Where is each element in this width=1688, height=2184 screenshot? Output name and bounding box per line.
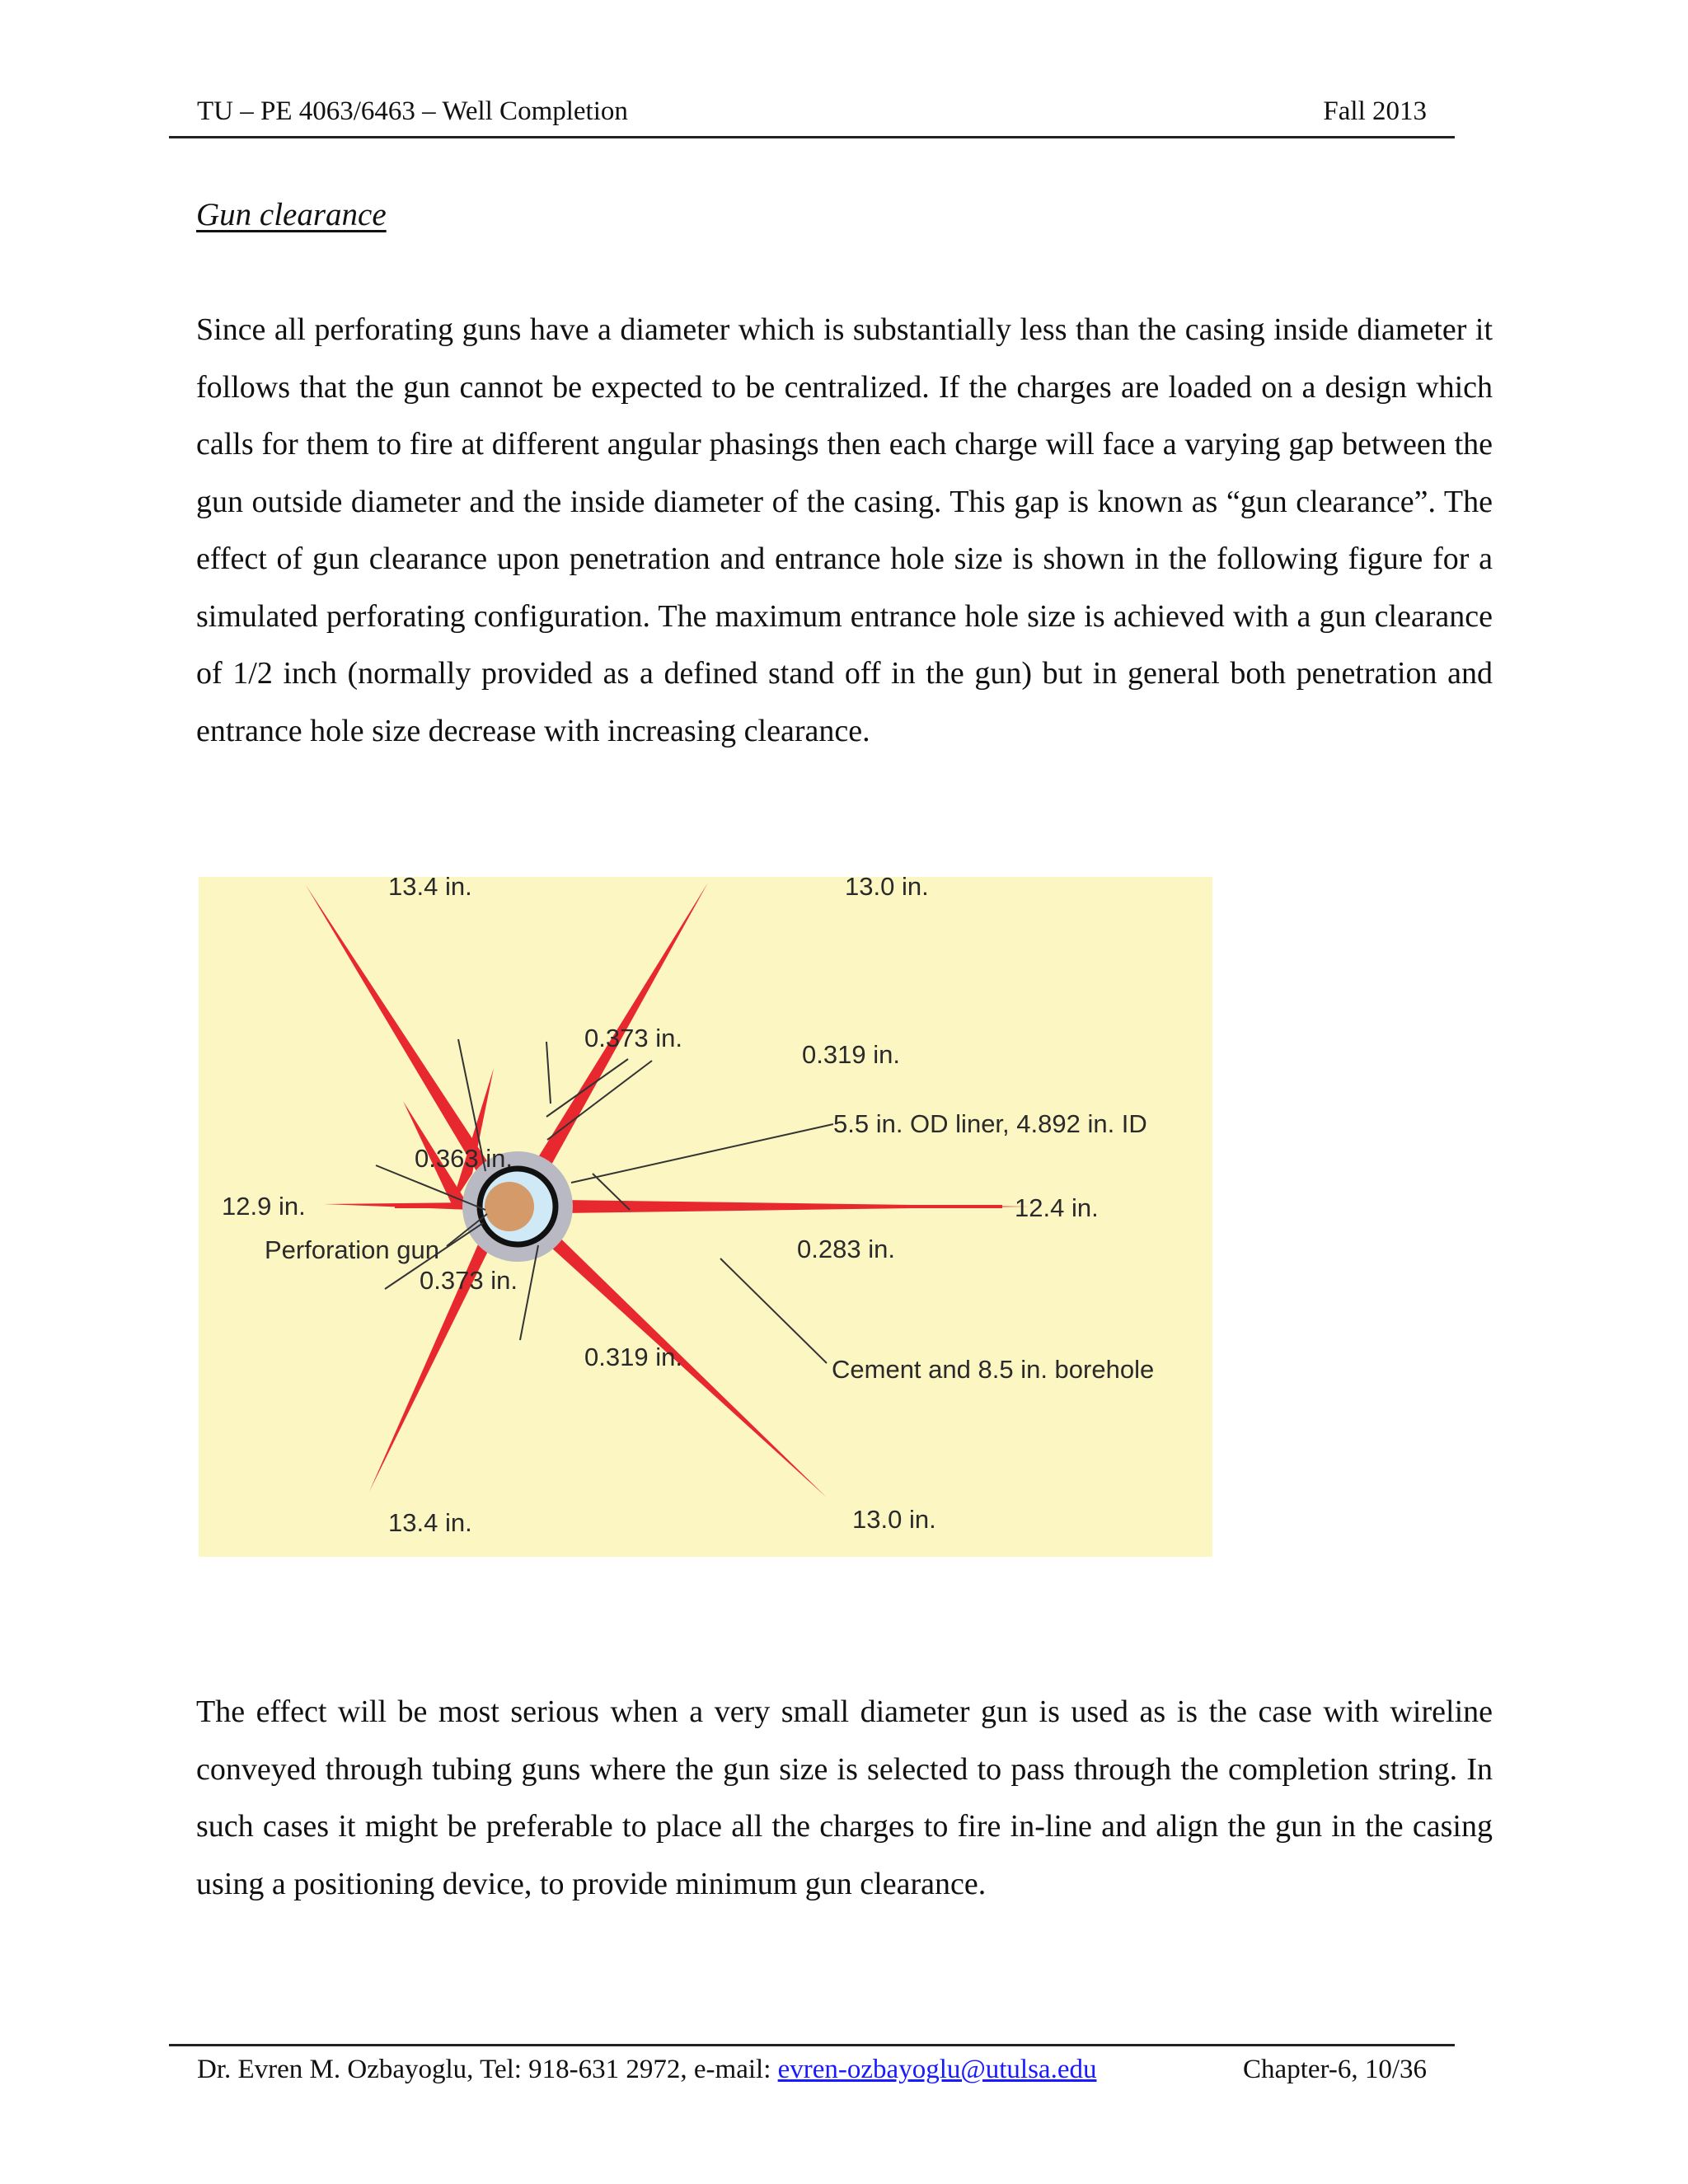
penetration-label-upper-right: 13.0 in. [845, 877, 929, 901]
liner-label: 5.5 in. OD liner, 4.892 in. ID [833, 1109, 1147, 1138]
penetration-label-left: 12.9 in. [222, 1192, 306, 1221]
clearance-label-left-upper: 0.363 in. [415, 1144, 513, 1173]
penetration-label-lower-left: 13.4 in. [388, 1508, 472, 1537]
page-header [169, 95, 1455, 138]
page-footer [169, 2044, 1455, 2084]
penetration-label-right: 12.4 in. [1015, 1193, 1099, 1222]
clearance-label-top-right: 0.319 in. [802, 1040, 900, 1069]
section-title: Gun clearance [196, 197, 387, 232]
clearance-label-top-left: 0.373 in. [584, 1024, 682, 1052]
term: Fall 2013 [1323, 96, 1427, 126]
perforation-tunnel-upper-left [306, 885, 495, 1183]
paragraph-1: Since all perforating guns have a diameter which is substantially less than the casing inside diameter it follows that the gun cannot be expected to be centralized. If the charges are loaded on a design which calls for them to fire at different angular phasings then each charge will face a varying gap between the gun outside diameter and the inside diameter of the casing. This gap is known as “gun clearance”. The effect of gun clearance upon penetration and entrance hole size is shown in the following figure for a simulated perforating configuration. The maximum entrance hole size is achieved with a gun clearance of 1/2 inch (normally provided as a defined stand off in the gun) but in general both penetration and entrance hole size decrease with increasing clearance. [196, 312, 1493, 748]
clearance-label-left-lower: 0.373 in. [420, 1266, 518, 1295]
course-title: TU – PE 4063/6463 – Well Completion [197, 96, 628, 126]
cement-label: Cement and 8.5 in. borehole [832, 1355, 1155, 1384]
page-number: Chapter-6, 10/36 [1243, 2055, 1427, 2084]
author-info: Dr. Evren M. Ozbayoglu, Tel: 918-631 2972, e-mail: [197, 2055, 778, 2084]
gun-label: Perforation gun [265, 1235, 439, 1264]
perforation-diagram [199, 877, 1212, 1557]
perforation-gun [485, 1182, 534, 1231]
clearance-label-right: 0.283 in. [797, 1235, 895, 1263]
clearance-label-bottom: 0.319 in. [584, 1343, 682, 1371]
penetration-label-upper-left: 13.4 in. [388, 877, 472, 901]
penetration-label-lower-right: 13.0 in. [852, 1505, 936, 1534]
email-link[interactable]: evren-ozbayoglu@utulsa.edu [777, 2055, 1097, 2084]
author-contact [197, 2055, 1096, 2085]
paragraph-2: The effect will be most serious when a very small diameter gun is used as is the case with wireline conveyed through tubing guns where the gun size is selected to pass through the completion string. In such cases it might be preferable to place all the charges to fire in-line and align the gun in the casing using a positioning device, to provide minimum gun clearance. [196, 1694, 1493, 1901]
gun-clearance-figure [199, 877, 1212, 1557]
